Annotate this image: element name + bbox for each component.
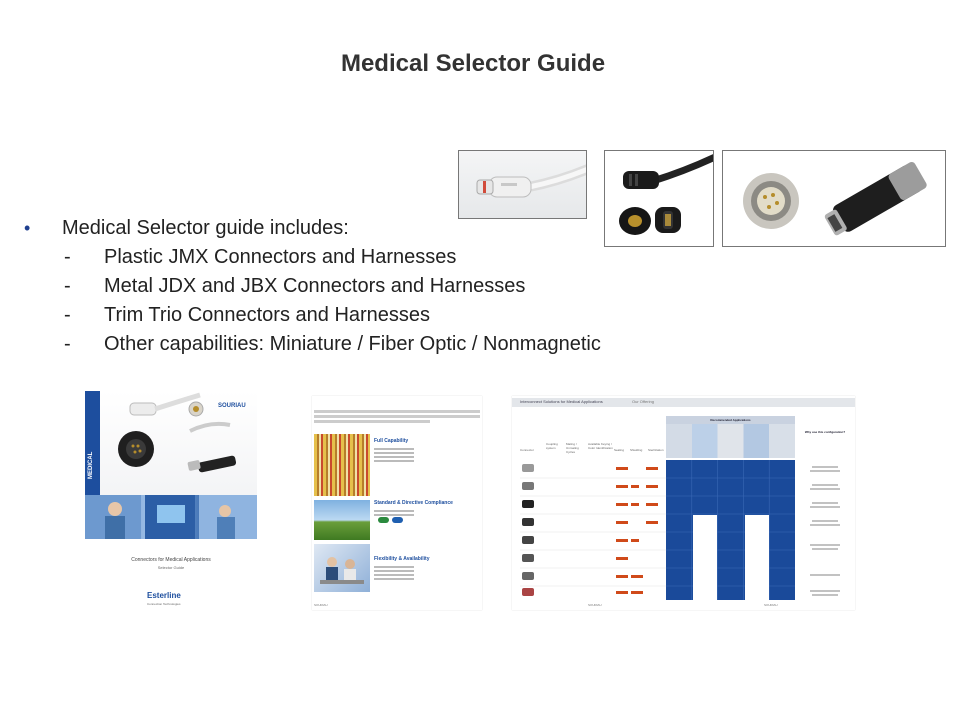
brochure-table-page (512, 396, 855, 610)
wires-image (314, 434, 370, 496)
column-headers (520, 442, 666, 458)
section-heading: Full Capability (374, 438, 409, 444)
brochure-inner-page (312, 396, 482, 610)
office-image (314, 544, 370, 592)
cover-side-label: MEDICAL (88, 451, 94, 479)
column-header: Sterilization (648, 448, 664, 452)
slide-title: Medical Selector Guide (340, 50, 606, 77)
dash-icon: - (64, 246, 71, 268)
inner-footer: SOURIAU (314, 603, 328, 607)
dash-icon: - (64, 304, 71, 326)
bullet-list (24, 214, 744, 359)
table-header-title: Interconnect Solutions for Medical Applications (520, 399, 603, 404)
why-config-label: Why use this configuration? (804, 430, 846, 434)
config-notes (798, 460, 853, 600)
column-header: Coupling system (546, 442, 558, 450)
table-header-tab: Our Offering (632, 399, 654, 404)
esterline-logo: Esterline (147, 591, 181, 600)
recommended-header (666, 416, 795, 424)
sub-bullet-text: Other capabilities: Miniature / Fiber Optic / Nonmagnetic (104, 333, 601, 355)
dash-icon: - (64, 333, 71, 355)
sub-bullet (64, 301, 744, 330)
esterline-logo-sub: Connection Technologies (147, 602, 181, 606)
cover-brand: SOURIAU (218, 403, 246, 409)
table-header-bar (512, 398, 855, 407)
brochure-cover (85, 391, 257, 613)
column-header: Mating / Unmating Cycles (566, 442, 579, 454)
dash-icon: - (64, 275, 71, 297)
table-rows (520, 460, 666, 600)
rohs-badge (378, 517, 389, 523)
section-heading: Flexibility & Availability (374, 556, 430, 562)
column-header: Shielding (630, 448, 643, 452)
sub-bullet (64, 330, 744, 359)
bullet-heading: Medical Selector guide includes: (62, 217, 349, 239)
application-photos (666, 424, 795, 458)
cover-subtitle: Selector Guide (157, 565, 185, 570)
cover-title: Connectors for Medical Applications (131, 557, 211, 563)
trim-trio-connector-photo (722, 150, 946, 247)
column-header: Connector (520, 448, 534, 452)
column-header: Available Keying / Color Identification (588, 442, 613, 450)
bullet-dot-icon: • (24, 218, 31, 238)
sub-bullet (64, 272, 744, 301)
plastic-connector-photo (458, 150, 587, 219)
section-heading: Standard & Directive Compliance (374, 500, 453, 506)
table-footer-right: SOURIAU (764, 603, 778, 607)
landscape-image (314, 500, 370, 540)
bullet-main (24, 214, 744, 243)
table-footer-left: SOURIAU (588, 603, 602, 607)
recommendation-grid (666, 460, 795, 600)
sub-bullet (64, 243, 744, 272)
sub-bullet-text: Plastic JMX Connectors and Harnesses (104, 246, 457, 268)
cover-medical-photo (85, 495, 257, 539)
recommended-label: Recommended Applications (710, 418, 751, 422)
reach-badge (392, 517, 403, 523)
sub-bullet-text: Trim Trio Connectors and Harnesses (104, 304, 431, 326)
sub-bullet-text: Metal JDX and JBX Connectors and Harnesses (104, 275, 526, 297)
column-header: Sealing (614, 448, 625, 452)
